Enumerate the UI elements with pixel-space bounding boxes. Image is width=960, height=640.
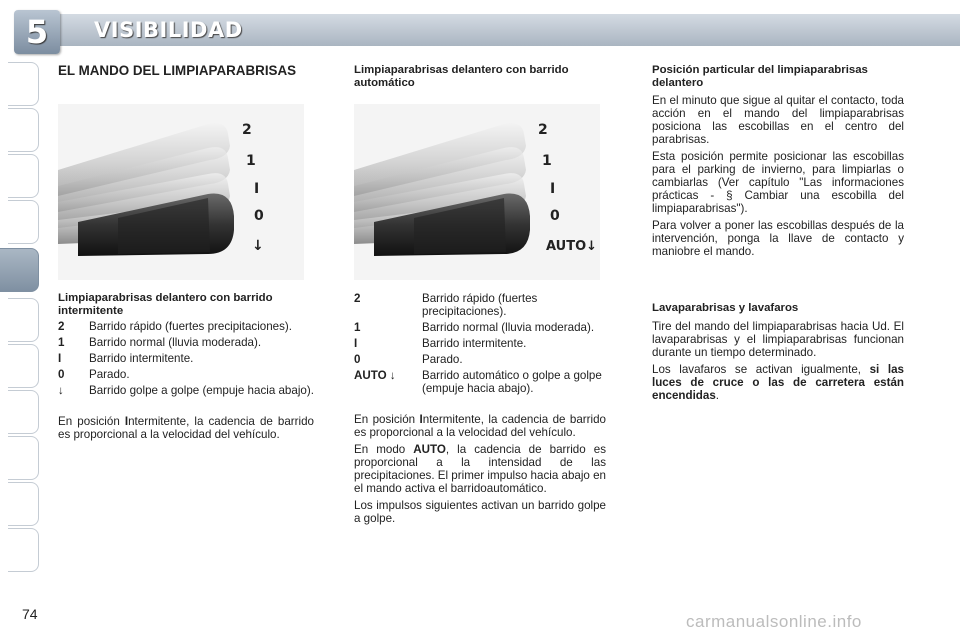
chapter-number: 5 [25,13,49,51]
position-key: 0 [58,368,65,381]
position-text: Barrido normal (lluvia moderada). [422,321,595,334]
body-paragraph: Tire del mando del limpiaparabrisas hacia Ud. El lavaparabrisas y el limpiaparabrisas funcionan durante un tiempo determinado. [652,319,904,359]
position-text: Barrido rápido (fuertes precipitaciones). [89,320,292,333]
subheading-washer: Lavaparabrisas y lavafaros [652,302,799,314]
position-item [354,353,606,366]
column-2-list [354,292,606,525]
chapter-tab[interactable] [8,298,39,342]
chapter-tab[interactable] [8,528,39,572]
position-key: 0 [354,353,361,366]
position-item [58,336,314,349]
figure-label: I [254,181,260,197]
position-key: ↓ [58,384,64,397]
section-heading: EL MANDO DEL LIMPIAPARABRISAS [58,63,297,78]
position-text: Barrido automático o golpe a golpe (empuje hacia abajo). [422,369,602,395]
position-item [354,292,606,318]
note-paragraph: En posición Intermitente, la cadencia de barrido es proporcional a la velocidad del vehículo. [354,413,606,439]
figure-label: 2 [538,122,548,138]
subheading-intermittent: Limpiaparabrisas delantero con barrido intermitente [58,292,273,317]
figure-label: 0 [254,208,264,224]
body-paragraph: Los lavafaros se activan igualmente, si las luces de cruce o las de carretera están encendidas. [652,362,904,402]
subheading-special-position: Posición particular del limpiaparabrisas delantero [652,64,868,89]
figure-label: 1 [246,153,256,169]
position-key: I [354,337,358,350]
body-paragraph: Esta posición permite posicionar las escobillas para el parking de invierno, para limpiarlas o cambiarlas (Ver capítulo "Las informaciones prácticas - § Cambiar una escobilla del limpiaparabrisas"). [652,150,904,215]
chapter-tab[interactable] [8,344,39,388]
position-text: Parado. [89,368,130,381]
chapter-badge [14,10,60,54]
position-text: Barrido intermitente. [422,337,527,350]
figure-label: I [550,181,556,197]
position-text: Parado. [422,353,463,366]
wiper-stalk-figure-automatic [354,104,600,280]
chapter-tab-active[interactable] [0,248,39,292]
note-paragraph: Los impulsos siguientes activan un barrido golpe a golpe. [354,499,606,525]
position-key: 1 [354,321,361,334]
position-item [58,320,314,333]
column-1-list [58,292,314,441]
chapter-tab[interactable] [8,62,39,106]
position-item [354,369,606,395]
body-paragraph: Para volver a poner las escobillas después de la intervención, ponga la llave de contacto y maniobre el mando. [652,219,904,258]
position-text: Barrido intermitente. [89,352,194,365]
position-item [354,321,606,334]
note-paragraph: En modo AUTO, la cadencia de barrido es proporcional a la intensidad de las precipitaciones. El primer impulso hacia abajo en el mando activa el barridoautomático. [354,443,606,495]
wiper-stalk-figure-intermittent [58,104,304,280]
position-text: Barrido normal (lluvia moderada). [89,336,262,349]
position-key: 1 [58,336,65,349]
position-key: 2 [354,292,361,305]
position-item [58,368,314,381]
column-2 [354,64,608,89]
position-key: I [58,352,62,365]
page-number: 74 [22,606,38,622]
note-paragraph: En posición Intermitente, la cadencia de barrido es proporcional a la velocidad del vehículo. [58,415,314,441]
chapter-tab[interactable] [8,482,39,526]
chapter-tab[interactable] [8,154,39,198]
position-key: AUTO ↓ [354,369,396,382]
figure-label: 1 [542,153,552,169]
position-item [58,384,314,397]
column-1 [58,64,312,78]
subheading-automatic: Limpiaparabrisas delantero con barrido automático [354,64,569,89]
figure-label: AUTO↓ [546,239,598,254]
position-text: Barrido rápido (fuertes precipitaciones). [422,292,538,318]
chapter-tab[interactable] [8,108,39,152]
position-item [354,337,606,350]
page-header [0,0,960,60]
figure-label: ↓ [252,238,264,254]
chapter-tab[interactable] [8,200,39,244]
chapter-tabs [0,62,40,582]
position-text: Barrido golpe a golpe (empuje hacia abajo). [89,384,314,397]
chapter-tab[interactable] [8,436,39,480]
figure-label: 0 [550,208,560,224]
position-item [58,352,314,365]
chapter-tab[interactable] [8,390,39,434]
column-3 [652,64,904,402]
page-title: VISIBILIDAD [94,18,243,42]
watermark: carmanualsonline.info [686,612,862,631]
position-key: 2 [58,320,65,333]
body-paragraph: En el minuto que sigue al quitar el contacto, toda acción en el mando del limpiaparabrisas posiciona las escobillas en el centro del parabrisas. [652,94,904,146]
figure-label: 2 [242,122,252,138]
